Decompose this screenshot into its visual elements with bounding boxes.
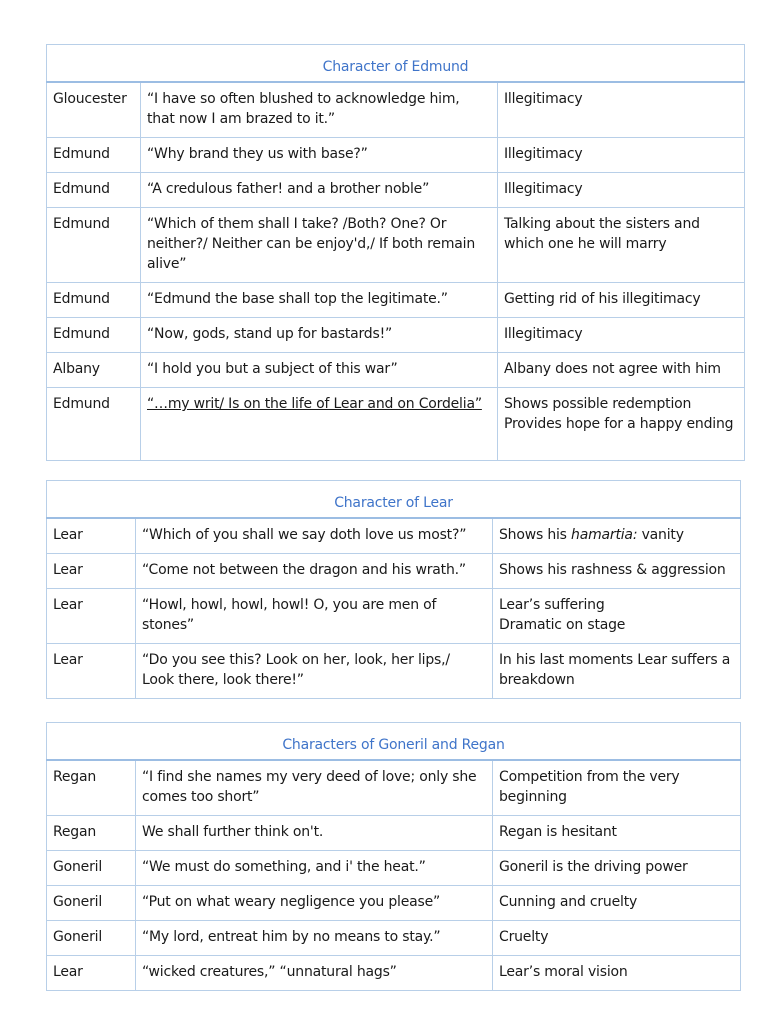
quote-cell: “Why brand they us with base?” bbox=[141, 138, 498, 173]
table-row bbox=[47, 760, 741, 816]
goneril-regan-table bbox=[46, 722, 741, 991]
speaker-cell: Edmund bbox=[47, 138, 141, 173]
table-title-row bbox=[47, 723, 741, 761]
table-row bbox=[47, 208, 745, 283]
table-row bbox=[47, 173, 745, 208]
note-cell: Shows his rashness & aggression bbox=[493, 554, 741, 589]
note-cell: Getting rid of his illegitimacy bbox=[498, 283, 745, 318]
table-row bbox=[47, 956, 741, 991]
note-cell: Cruelty bbox=[493, 921, 741, 956]
table-row bbox=[47, 388, 745, 461]
note-cell: Albany does not agree with him bbox=[498, 353, 745, 388]
speaker-cell: Edmund bbox=[47, 388, 141, 461]
note-cell: Goneril is the driving power bbox=[493, 851, 741, 886]
table-row bbox=[47, 353, 745, 388]
speaker-cell: Gloucester bbox=[47, 82, 141, 138]
quote-cell: “Now, gods, stand up for bastards!” bbox=[141, 318, 498, 353]
quote-cell: “A credulous father! and a brother noble” bbox=[141, 173, 498, 208]
note-cell: Cunning and cruelty bbox=[493, 886, 741, 921]
quote-cell bbox=[141, 388, 498, 461]
note-text: vanity bbox=[637, 527, 684, 543]
edmund-table bbox=[46, 44, 745, 461]
quote-cell: “Howl, howl, howl, howl! O, you are men of stones” bbox=[136, 589, 493, 644]
note-line: Dramatic on stage bbox=[499, 617, 626, 633]
speaker-cell: Goneril bbox=[47, 921, 136, 956]
note-cell bbox=[498, 388, 745, 461]
note-cell: Lear’s moral vision bbox=[493, 956, 741, 991]
table-row bbox=[47, 554, 741, 589]
table-title-row bbox=[47, 481, 741, 519]
note-cell: Illegitimacy bbox=[498, 82, 745, 138]
note-cell: Regan is hesitant bbox=[493, 816, 741, 851]
quote-hyperlink[interactable]: “…my writ/ Is on the life of Lear and on Cordelia” bbox=[147, 396, 482, 412]
quote-cell: “Come not between the dragon and his wrath.” bbox=[136, 554, 493, 589]
speaker-cell: Goneril bbox=[47, 851, 136, 886]
note-cell: Competition from the very beginning bbox=[493, 760, 741, 816]
lear-table bbox=[46, 480, 741, 699]
quote-cell: “Which of you shall we say doth love us most?” bbox=[136, 518, 493, 554]
quote-cell: “Put on what weary negligence you please” bbox=[136, 886, 493, 921]
note-text: Shows his bbox=[499, 527, 572, 543]
speaker-cell: Edmund bbox=[47, 318, 141, 353]
speaker-cell: Edmund bbox=[47, 208, 141, 283]
table-row bbox=[47, 318, 745, 353]
note-line: Shows possible redemption bbox=[504, 396, 692, 412]
note-italic: hamartia: bbox=[571, 527, 638, 543]
table-row bbox=[47, 283, 745, 318]
table-row bbox=[47, 644, 741, 699]
quote-cell: “Do you see this? Look on her, look, her lips,/ Look there, look there!” bbox=[136, 644, 493, 699]
speaker-cell: Lear bbox=[47, 644, 136, 699]
note-cell bbox=[493, 518, 741, 554]
quote-cell: “I hold you but a subject of this war” bbox=[141, 353, 498, 388]
speaker-cell: Regan bbox=[47, 760, 136, 816]
table-title: Character of Lear bbox=[47, 481, 741, 519]
speaker-cell: Goneril bbox=[47, 886, 136, 921]
table-row bbox=[47, 138, 745, 173]
table-row bbox=[47, 921, 741, 956]
speaker-cell: Regan bbox=[47, 816, 136, 851]
quote-cell: “I have so often blushed to acknowledge him, that now I am brazed to it.” bbox=[141, 82, 498, 138]
note-line: Lear’s suffering bbox=[499, 597, 605, 613]
quote-cell: We shall further think on't. bbox=[136, 816, 493, 851]
table-title: Character of Edmund bbox=[47, 45, 745, 83]
note-cell: Talking about the sisters and which one he will marry bbox=[498, 208, 745, 283]
table-title-row bbox=[47, 45, 745, 83]
table-row bbox=[47, 518, 741, 554]
quote-cell: “Edmund the base shall top the legitimate.” bbox=[141, 283, 498, 318]
note-cell: Illegitimacy bbox=[498, 318, 745, 353]
speaker-cell: Lear bbox=[47, 589, 136, 644]
note-cell: Illegitimacy bbox=[498, 173, 745, 208]
quote-cell: “I find she names my very deed of love; only she comes too short” bbox=[136, 760, 493, 816]
speaker-cell: Lear bbox=[47, 554, 136, 589]
note-line: Provides hope for a happy ending bbox=[504, 416, 734, 432]
note-cell: In his last moments Lear suffers a breakdown bbox=[493, 644, 741, 699]
speaker-cell: Lear bbox=[47, 518, 136, 554]
table-row bbox=[47, 851, 741, 886]
table-row bbox=[47, 816, 741, 851]
note-cell bbox=[493, 589, 741, 644]
quote-cell: “wicked creatures,” “unnatural hags” bbox=[136, 956, 493, 991]
quote-cell: “Which of them shall I take? /Both? One? Or neither?/ Neither can be enjoy'd,/ If both remain alive” bbox=[141, 208, 498, 283]
table-row bbox=[47, 886, 741, 921]
table-row bbox=[47, 82, 745, 138]
speaker-cell: Lear bbox=[47, 956, 136, 991]
speaker-cell: Edmund bbox=[47, 283, 141, 318]
quote-cell: “My lord, entreat him by no means to stay.” bbox=[136, 921, 493, 956]
note-cell: Illegitimacy bbox=[498, 138, 745, 173]
quote-cell: “We must do something, and i' the heat.” bbox=[136, 851, 493, 886]
table-row bbox=[47, 589, 741, 644]
speaker-cell: Edmund bbox=[47, 173, 141, 208]
speaker-cell: Albany bbox=[47, 353, 141, 388]
table-title: Characters of Goneril and Regan bbox=[47, 723, 741, 761]
